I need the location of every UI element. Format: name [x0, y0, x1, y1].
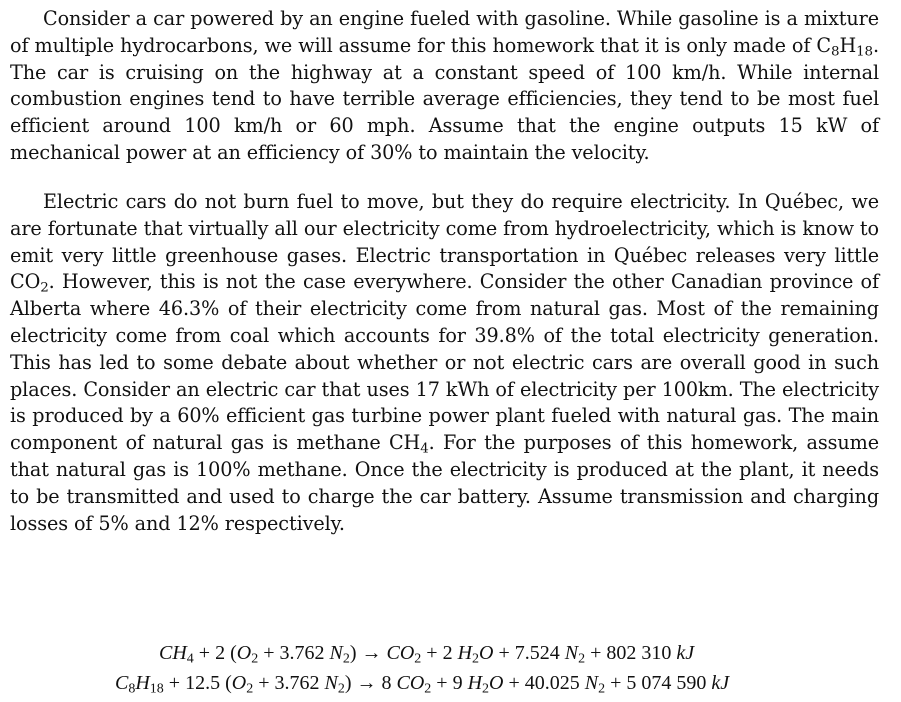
math-symbol: H — [135, 672, 150, 694]
math-symbol: CO — [396, 672, 425, 694]
subscript: 8 — [831, 44, 840, 60]
text-run: . For the purposes of this homework, assume that natural gas is 100% methane. Once the electricity is produced at the plant, it needs to be transmitted and used to charge the car battery. Assume transmission and charging losses of 5% and 12% respectively. — [10, 431, 880, 535]
math-symbol: C — [115, 672, 129, 694]
subscript: 2 — [482, 681, 490, 697]
text-run: + 3.762 — [253, 672, 325, 694]
subscript: 2 — [424, 681, 432, 697]
math-symbol: kJ — [711, 672, 730, 694]
text-run: + 2 ( — [193, 642, 237, 664]
text-run: . However, this is not the case everywhere. Consider the other Canadian province of Alberta where 46.3% of their electricity come from natural gas. Most of the remaining electricity come from coal which accounts for 39.8% of the total electricity generation. This has led to some debate about whether or not electric cars are overall good in such places. Consider an electric car that uses 17 kWh of electricity per 100km. The electricity is produced by a 60% efficient gas turbine power plant fueled with natural gas. The main component of natural gas is methane CH — [10, 270, 879, 455]
math-symbol: O — [236, 642, 252, 664]
subscript: 8 — [128, 681, 136, 697]
subscript: 18 — [149, 681, 164, 697]
math-symbol: N — [324, 672, 338, 694]
subscript: 18 — [856, 44, 873, 60]
subscript: 4 — [186, 651, 194, 667]
equation-methane-combustion — [159, 640, 694, 666]
text-run: + 5 074 590 — [605, 672, 712, 694]
subscript: 4 — [420, 441, 429, 457]
text-run: + 40.025 — [503, 672, 585, 694]
subscript: 2 — [578, 651, 586, 667]
subscript: 2 — [251, 651, 259, 667]
text-run: + 2 — [421, 642, 458, 664]
math-symbol: CO — [386, 642, 415, 664]
text-run: + 7.524 — [493, 642, 565, 664]
math-symbol: N — [584, 672, 599, 694]
text-run: ) → 8 — [344, 672, 397, 694]
math-symbol: O — [489, 672, 504, 694]
text-run: . The car is cruising on the highway at a constant speed of 100 km/h. While internal combustion engines tend to have terrible average efficiencies, they tend to be most fuel efficient around 100 km/h or 60 mph. Assume that the engine outputs 15 kW of mechanical power at an efficiency of 30% to maintain the velocity. — [10, 33, 879, 164]
subscript: 2 — [598, 681, 606, 697]
math-symbol: N — [564, 642, 579, 664]
text-run: ) → — [349, 642, 387, 664]
text-run: + 802 310 — [585, 642, 677, 664]
math-symbol: CH — [159, 642, 187, 664]
paragraph-gasoline-car — [10, 6, 879, 167]
text-run: H — [839, 33, 857, 57]
math-symbol: O — [479, 642, 494, 664]
math-symbol: H — [467, 672, 483, 694]
math-symbol: H — [457, 642, 473, 664]
subscript: 2 — [472, 651, 480, 667]
subscript: 2 — [40, 280, 49, 296]
text-run: Consider a car powered by an engine fueled with gasoline. While gasoline is a mixture of multiple hydrocarbons, we will assume for this homework that it is only made of C — [10, 7, 879, 57]
subscript: 2 — [414, 651, 422, 667]
text-run: + 3.762 — [258, 642, 330, 664]
subscript: 2 — [337, 681, 345, 697]
text-run: + 12.5 ( — [163, 672, 232, 694]
math-symbol: N — [329, 642, 343, 664]
subscript: 2 — [342, 651, 350, 667]
subscript: 2 — [246, 681, 254, 697]
paragraph-electric-car — [10, 189, 879, 537]
math-symbol: kJ — [676, 642, 695, 664]
text-run: Electric cars do not burn fuel to move, but they do require electricity. In Québec, we are fortunate that virtually all our electricity come from hydroelectricity, which is know to emit very little greenhouse gases. Electric transportation in Québec releases very little CO — [10, 190, 879, 294]
math-symbol: O — [231, 672, 247, 694]
equation-octane-combustion — [115, 670, 729, 696]
text-run: + 9 — [431, 672, 468, 694]
